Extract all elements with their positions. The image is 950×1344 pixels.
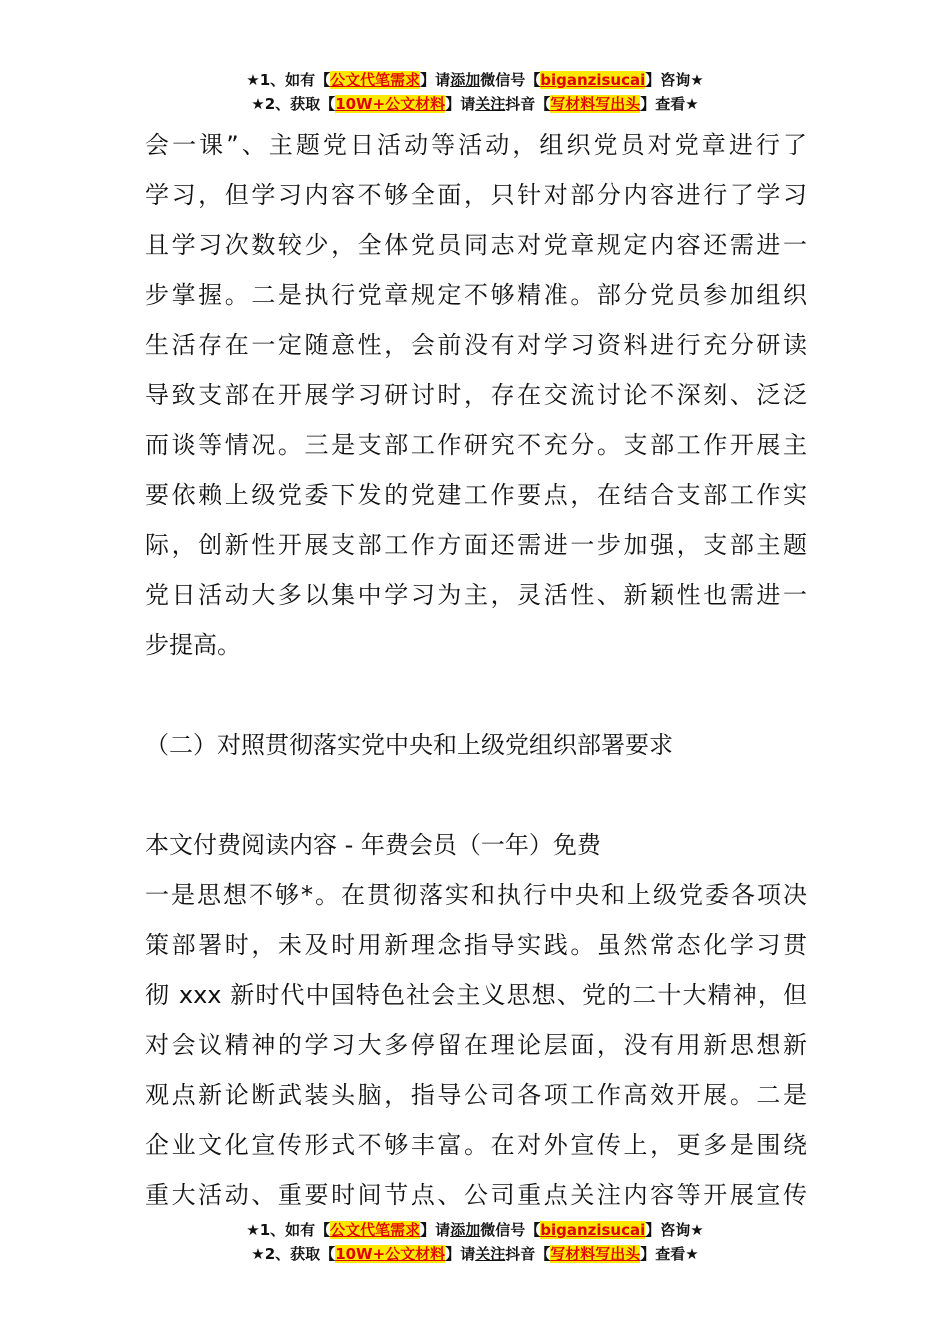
text-line: 会一课”、主题党日活动等活动，组织党员对党章进行了 [145,131,807,159]
text-line: 而谈等情况。三是支部工作研究不充分。支部工作开展主 [145,431,807,459]
text-line: 一是思想不够*。在贯彻落实和执行中央和上级党委各项决 [145,881,807,909]
text-line: 党日活动大多以集中学习为主，灵活性、新颖性也需进一 [145,581,807,609]
text-line: 观点新论断武装头脑，指导公司各项工作高效开展。二是 [145,1081,807,1109]
paragraph-2 [145,870,807,1220]
text-line: 要依赖上级党委下发的党建工作要点，在结合支部工作实 [145,481,807,509]
text-line: 重大活动、重要时间节点、公司重点关注内容等开展宣传 [145,1181,807,1209]
paragraph-1 [145,120,807,670]
footer-banner [0,1218,950,1266]
section-heading: （二）对照贯彻落实党中央和上级党组织部署要求 [145,731,673,759]
banner-line-1: ★1、如有【公文代笔需求】请添加微信号【biganzisucai】咨询★ [246,1221,704,1239]
text-line: 生活存在一定随意性，会前没有对学习资料进行充分研读 [145,331,807,359]
text-line: 且学习次数较少，全体党员同志对党章规定内容还需进一 [145,231,807,259]
text-line: 步提高。 [145,631,241,659]
text-line: 导致支部在开展学习研讨时，存在交流讨论不深刻、泛泛 [145,381,807,409]
banner-line-2: ★2、获取【10W+公文材料】请关注抖音【写材料写出头】查看★ [251,1245,699,1263]
banner-line-2: ★2、获取【10W+公文材料】请关注抖音【写材料写出头】查看★ [251,95,699,113]
paywall-notice: 本文付费阅读内容 - 年费会员（一年）免费 [145,831,601,859]
text-line: 际，创新性开展支部工作方面还需进一步加强，支部主题 [145,531,807,559]
text-line: 策部署时，未及时用新理念指导实践。虽然常态化学习贯 [145,931,807,959]
header-banner [0,68,950,116]
text-line: 对会议精神的学习大多停留在理论层面，没有用新思想新 [145,1031,807,1059]
text-line: 学习，但学习内容不够全面，只针对部分内容进行了学习 [145,181,807,209]
banner-line-1: ★1、如有【公文代笔需求】请添加微信号【biganzisucai】咨询★ [246,71,704,89]
document-body [145,120,807,1220]
text-line: 步掌握。二是执行党章规定不够精准。部分党员参加组织 [145,281,807,309]
text-line: 企业文化宣传形式不够丰富。在对外宣传上，更多是围绕 [145,1131,807,1159]
text-line: 彻 xxx 新时代中国特色社会主义思想、党的二十大精神，但 [145,981,807,1009]
